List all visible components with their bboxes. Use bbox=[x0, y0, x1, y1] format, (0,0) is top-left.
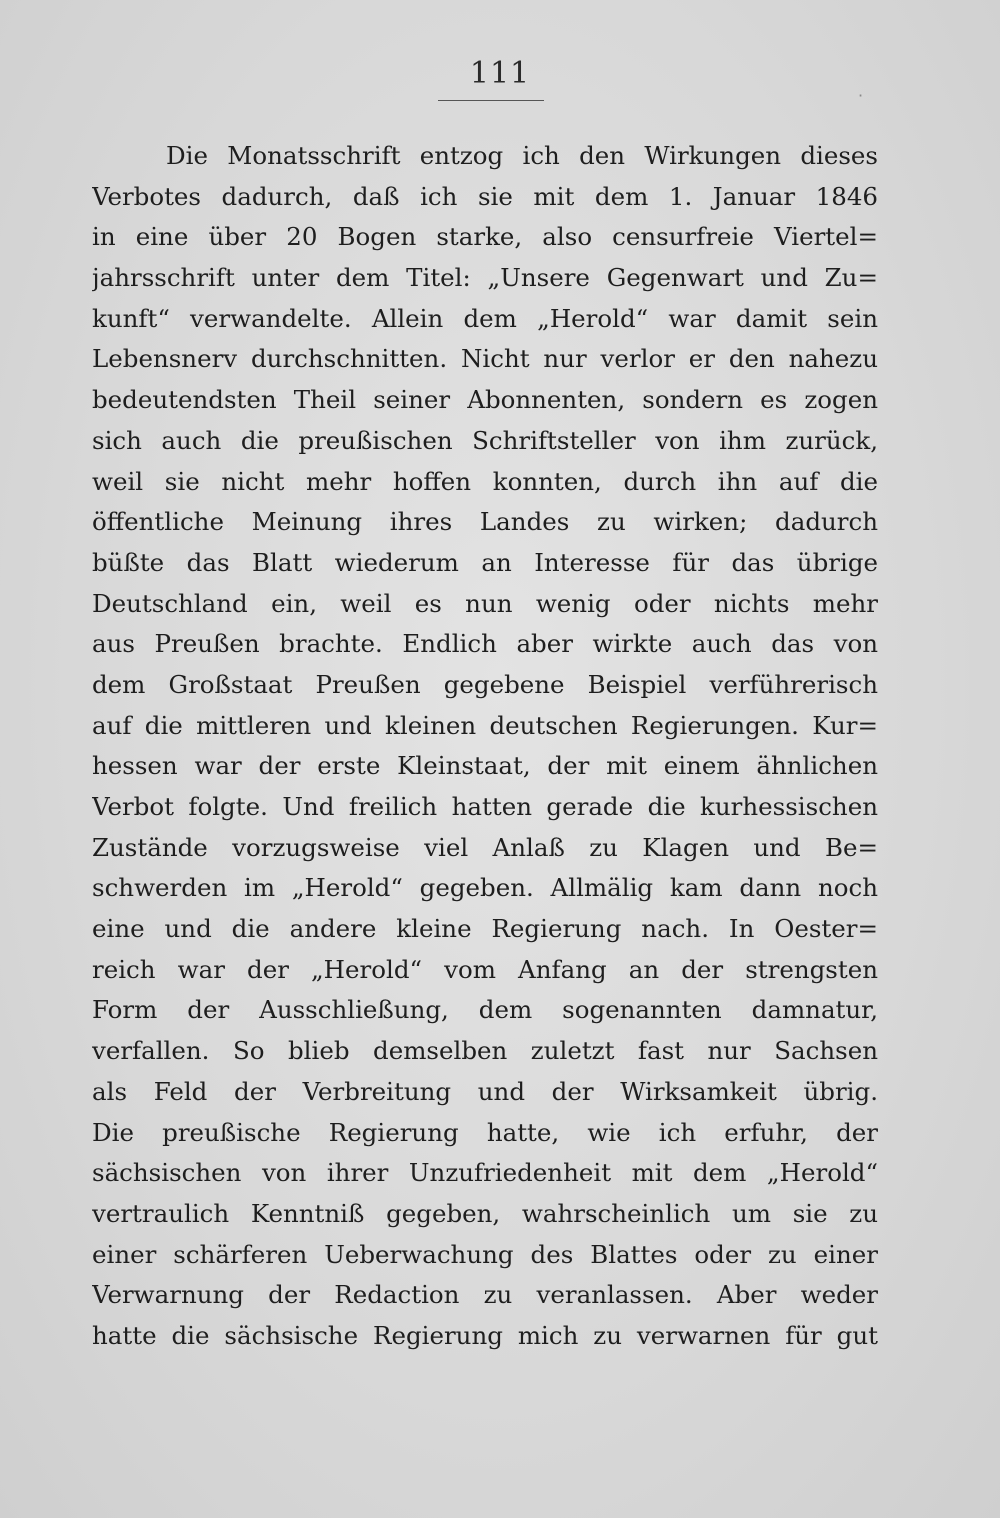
text-line: Die Monatsschrift entzog ich den Wirkungen dieses bbox=[166, 141, 878, 170]
page-number: 111 bbox=[469, 56, 531, 91]
text-line: in eine über 20 Bogen starke, also censurfreie Viertel= bbox=[92, 222, 878, 252]
text-line: Verbot folgte. Und freilich hatten gerade die kurhessischen bbox=[92, 792, 878, 821]
text-line: reich war der „Herold“ vom Anfang an der strengsten bbox=[92, 954, 878, 984]
text-line: verfallen. So blieb demselben zuletzt fast nur Sachsen bbox=[92, 1036, 878, 1066]
text-line: vertraulich Kenntniß gegeben, wahrscheinlich um sie zu bbox=[92, 1198, 878, 1228]
page-number-rule bbox=[438, 100, 544, 101]
text-line: hatte die sächsische Regierung mich zu verwarnen für gut bbox=[92, 1320, 878, 1350]
text-line: Verbotes dadurch, daß ich sie mit dem 1. Januar 1846 bbox=[92, 181, 878, 211]
text-line: weil sie nicht mehr hoffen konnten, durch ihn auf die bbox=[92, 466, 878, 496]
body-text bbox=[92, 136, 878, 1357]
text-line: jahrsschrift unter dem Titel: „Unsere Gegenwart und Zu= bbox=[92, 263, 878, 293]
text-line: auf die mittleren und kleinen deutschen Regierungen. Kur= bbox=[92, 710, 878, 740]
text-line: schwerden im „Herold“ gegeben. Allmälig kam dann noch bbox=[92, 873, 878, 903]
text-line: bedeutendsten Theil seiner Abonnenten, sondern es zogen bbox=[92, 385, 878, 415]
text-line: kunft“ verwandelte. Allein dem „Herold“ war damit sein bbox=[92, 303, 878, 333]
text-line: sich auch die preußischen Schriftsteller von ihm zurück, bbox=[92, 425, 878, 455]
text-line: büßte das Blatt wiederum an Interesse für das übrige bbox=[92, 547, 878, 577]
text-line: einer schärferen Ueberwachung des Blattes oder zu einer bbox=[92, 1239, 878, 1269]
text-line: Lebensnerv durchschnitten. Nicht nur verlor er den nahezu bbox=[92, 344, 878, 374]
text-line: dem Großstaat Preußen gegebene Beispiel verführerisch bbox=[92, 669, 878, 699]
paper-speck: · bbox=[858, 86, 864, 105]
text-line: Zustände vorzugsweise viel Anlaß zu Klagen und Be= bbox=[92, 832, 878, 862]
text-line: Form der Ausschließung, dem sogenannten damnatur, bbox=[92, 995, 878, 1025]
text-line: öffentliche Meinung ihres Landes zu wirken; dadurch bbox=[92, 507, 878, 537]
text-line: eine und die andere kleine Regierung nach. In Oester= bbox=[92, 914, 878, 944]
text-line: aus Preußen brachte. Endlich aber wirkte auch das von bbox=[92, 629, 878, 659]
text-line: als Feld der Verbreitung und der Wirksamkeit übrig. bbox=[92, 1076, 878, 1106]
text-line: Verwarnung der Redaction zu veranlassen. Aber weder bbox=[92, 1280, 878, 1310]
text-line: Die preußische Regierung hatte, wie ich erfuhr, der bbox=[92, 1117, 878, 1147]
text-line: sächsischen von ihrer Unzufriedenheit mit dem „Herold“ bbox=[92, 1158, 878, 1188]
text-line: hessen war der erste Kleinstaat, der mit einem ähnlichen bbox=[92, 751, 878, 781]
text-line: Deutschland ein, weil es nun wenig oder nichts mehr bbox=[92, 588, 878, 618]
